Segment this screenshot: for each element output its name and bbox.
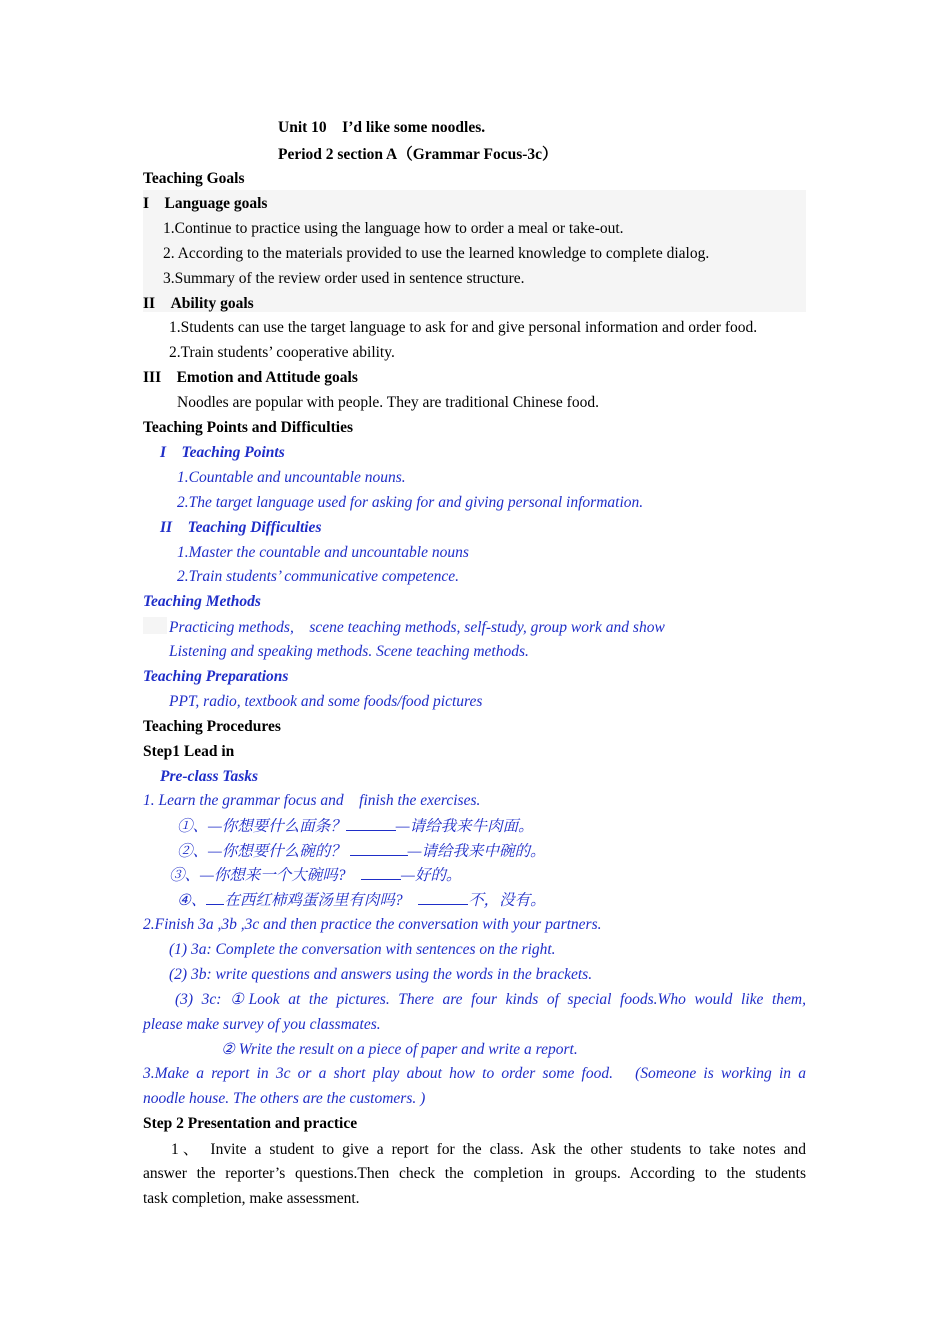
exercise-3-answer: —好的。	[401, 867, 462, 884]
language-goal-3: 3.Summary of the review order used in sentence structure.	[163, 270, 525, 287]
teaching-preparations-heading: Teaching Preparations	[143, 668, 289, 685]
task-2-a: (1) 3a: Complete the conversation with sentences on the right.	[169, 941, 556, 958]
exercise-4-blank-2[interactable]	[418, 890, 468, 905]
teaching-difficulties-heading: II Teaching Difficulties	[160, 519, 322, 536]
teaching-methods-line-1: Practicing methods, scene teaching methods, self-study, group work and show	[169, 619, 665, 636]
teaching-difficulty-1: 1.Master the countable and uncountable nouns	[177, 544, 469, 561]
task-2: 2.Finish 3a ,3b ,3c and then practice the conversation with your partners.	[143, 916, 602, 933]
task-1: 1. Learn the grammar focus and finish the exercises.	[143, 792, 481, 809]
task-3-line-1: 3.Make a report in 3c or a short play about how to order some food. (Someone is working in a	[143, 1065, 806, 1082]
emotion-goal-text: Noodles are popular with people. They are traditional Chinese food.	[177, 394, 599, 411]
ability-goal-1: 1.Students can use the target language to ask for and give personal information and order food.	[169, 319, 758, 336]
exercise-4	[177, 890, 546, 911]
task-3-line-2: noodle house. The others are the customers. )	[143, 1090, 426, 1107]
page-subtitle: Period 2 section A（Grammar Focus-3c）	[278, 146, 558, 163]
teaching-points-heading: I Teaching Points	[160, 444, 285, 461]
page-title: Unit 10 I’d like some noodles.	[278, 119, 486, 136]
task-2-c-line-2: please make survey of you classmates.	[143, 1016, 381, 1033]
exercise-3-question: ③、—你想来一个大碗吗?	[169, 867, 362, 884]
teaching-preparations-text: PPT, radio, textbook and some foods/food pictures	[169, 693, 483, 710]
exercise-2-blank[interactable]	[350, 841, 408, 856]
exercise-2	[177, 841, 545, 862]
exercise-2-question: ②、—你想要什么碗的？	[177, 843, 350, 860]
teaching-methods-heading: Teaching Methods	[143, 593, 261, 610]
exercise-3-blank[interactable]	[361, 865, 401, 880]
teaching-point-1: 1.Countable and uncountable nouns.	[177, 469, 406, 486]
ability-goal-2: 2.Train students’ cooperative ability.	[169, 344, 395, 361]
methods-indent-shade	[143, 617, 167, 634]
teaching-methods-line-2: Listening and speaking methods. Scene teaching methods.	[169, 643, 529, 660]
step2-paragraph-line-3: task completion, make assessment.	[143, 1190, 360, 1207]
exercise-2-answer: —请给我来中碗的。	[407, 843, 546, 860]
exercise-1-blank[interactable]	[346, 816, 396, 831]
task-2-c-line-3: ② Write the result on a piece of paper and write a report.	[221, 1041, 578, 1058]
task-2-c-line-1: (3) 3c: ①Look at the pictures. There are four kinds of special foods.Who would like them,	[175, 991, 806, 1008]
exercise-1-question: ①、—你想要什么面条？	[177, 818, 346, 835]
exercise-4-blank-1[interactable]	[206, 890, 224, 905]
exercise-1	[177, 816, 534, 837]
teaching-point-2: 2.The target language used for asking for and giving personal information.	[177, 494, 644, 511]
language-goal-1: 1.Continue to practice using the language how to order a meal or take-out.	[163, 220, 624, 237]
teaching-difficulty-2: 2.Train students’ communicative competence.	[177, 568, 459, 585]
exercise-3	[169, 865, 461, 886]
ability-goals-heading: II Ability goals	[143, 295, 254, 312]
preclass-tasks-heading: Pre-class Tasks	[160, 768, 259, 785]
exercise-4-answer: 不，没有。	[468, 892, 546, 909]
step2-heading: Step 2 Presentation and practice	[143, 1115, 358, 1132]
task-2-b: (2) 3b: write questions and answers using the words in the brackets.	[169, 966, 593, 983]
step2-paragraph-line-2: answer the reporter’s questions.Then check the completion in groups. According to the students	[143, 1165, 806, 1182]
teaching-procedures-heading: Teaching Procedures	[143, 718, 281, 735]
teaching-goals-heading: Teaching Goals	[143, 170, 245, 187]
language-goal-2: 2. According to the materials provided to use the learned knowledge to complete dialog.	[163, 245, 710, 262]
step2-paragraph-line-1: 1、 Invite a student to give a report for the class. Ask the other students to take notes and	[171, 1141, 806, 1158]
step1-heading: Step1 Lead in	[143, 743, 235, 760]
exercise-1-answer: —请给我来牛肉面。	[395, 818, 534, 835]
language-goals-heading: I Language goals	[143, 195, 268, 212]
exercise-4-question: 在西红柿鸡蛋汤里有肉吗?	[224, 892, 419, 909]
exercise-4-number: ④、	[177, 892, 207, 909]
emotion-goals-heading: III Emotion and Attitude goals	[143, 369, 358, 386]
points-difficulties-heading: Teaching Points and Difficulties	[143, 419, 353, 436]
